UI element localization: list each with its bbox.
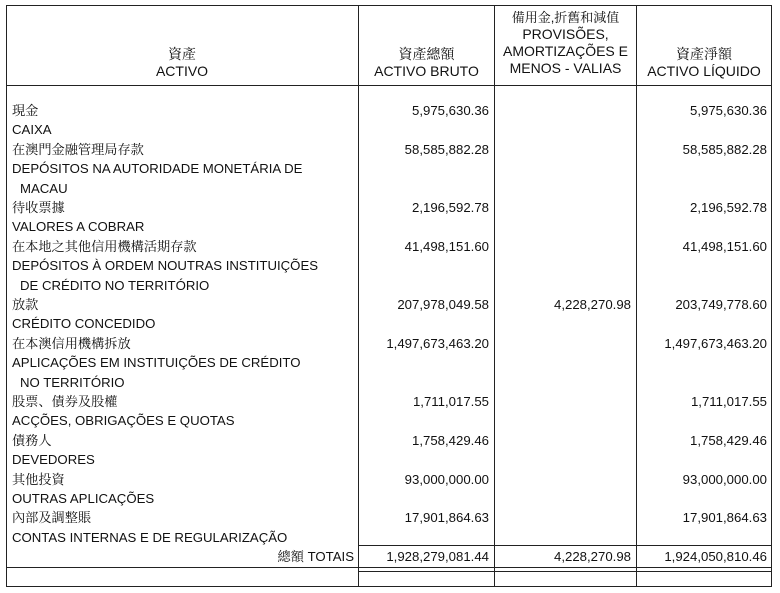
- row-activo-bruto: 93,000,000.00: [404, 471, 489, 487]
- row-activo-liquido: 1,711,017.55: [690, 394, 767, 409]
- row-activo-bruto: 207,978,049.58: [397, 297, 489, 312]
- totals-bottom-rule: [6, 567, 772, 568]
- table-row: [6, 198, 772, 217]
- header-activo-pt: ACTIVO: [155, 63, 209, 79]
- table-row: [6, 217, 772, 236]
- header-activo-bruto: [359, 46, 494, 80]
- row-label: 其他投資: [12, 471, 65, 487]
- table-row: [6, 179, 772, 198]
- row-label: 放款: [12, 297, 39, 312]
- row-activo-liquido: 203,749,778.60: [675, 297, 767, 312]
- row-label: NO TERRITÓRIO: [20, 374, 125, 390]
- row-label: APLICAÇÕES EM INSTITUIÇÕES DE CRÉDITO: [12, 355, 301, 371]
- table-top-border: [6, 5, 772, 6]
- row-activo-bruto: 1,711,017.55: [412, 394, 489, 409]
- row-label: 在澳門金融管理局存款: [12, 141, 144, 157]
- totals-double-rule: [358, 571, 771, 572]
- row-activo-liquido: 17,901,864.63: [682, 510, 767, 526]
- table-row: [6, 334, 772, 353]
- table-row: [6, 159, 772, 178]
- row-activo-bruto: 58,585,882.28: [404, 141, 489, 157]
- header-activo: [6, 46, 358, 80]
- table-row: [6, 470, 772, 489]
- header-activo-liquido: [637, 46, 771, 80]
- row-label: ACÇÕES, OBRIGAÇÕES E QUOTAS: [12, 413, 235, 429]
- row-label: 在本地之其他信用機構活期存款: [12, 238, 197, 254]
- header-provisoes-zh: 備用金,折舊和減值: [511, 10, 620, 25]
- header-activo-liquido-zh: 資產淨額: [676, 46, 732, 62]
- table-row: [6, 528, 772, 547]
- row-activo-liquido: 2,196,592.78: [689, 200, 767, 215]
- table-row: [6, 411, 772, 430]
- table-row: [6, 237, 772, 256]
- row-activo-bruto: 17,901,864.63: [404, 510, 489, 526]
- table-row: [6, 256, 772, 275]
- table-bottom-border: [6, 586, 772, 587]
- balance-sheet-table: [6, 5, 772, 587]
- row-activo-liquido: 1,758,429.46: [689, 432, 767, 448]
- row-activo-liquido: 93,000,000.00: [682, 471, 767, 487]
- total-activo-liquido: 1,924,050,810.46: [664, 549, 767, 564]
- table-row: [6, 276, 772, 295]
- row-label: CRÉDITO CONCEDIDO: [12, 316, 156, 332]
- totals-label: 總額 TOTAIS: [277, 549, 354, 564]
- row-activo-bruto: 1,758,429.46: [411, 432, 489, 448]
- row-label: 股票、債券及股權: [12, 394, 118, 409]
- row-activo-bruto: 2,196,592.78: [411, 200, 489, 215]
- row-label: VALORES A COBRAR: [12, 219, 145, 235]
- row-label: 待收票據: [12, 200, 65, 215]
- row-label: 內部及調整賬: [12, 510, 92, 526]
- header-divider: [6, 85, 772, 86]
- row-label: DEVEDORES: [12, 452, 95, 468]
- row-activo-bruto: 1,497,673,463.20: [386, 335, 489, 351]
- row-label: MACAU: [20, 180, 68, 196]
- table-row: [6, 508, 772, 527]
- header-provisoes-pt2: AMORTIZAÇÕES E: [503, 43, 628, 59]
- header-provisoes: [495, 9, 636, 77]
- total-provisoes: 4,228,270.98: [553, 549, 631, 564]
- table-row: [6, 314, 772, 333]
- table-row: [6, 373, 772, 392]
- header-activo-bruto-zh: 資產總額: [398, 46, 455, 62]
- table-row: [6, 140, 772, 159]
- table-row: [6, 353, 772, 372]
- table-row: [6, 101, 772, 120]
- row-label: CAIXA: [12, 122, 52, 138]
- table-row: [6, 120, 772, 139]
- row-label: 現金: [12, 103, 39, 118]
- row-label: CONTAS INTERNAS E DE REGULARIZAÇÃO: [12, 529, 288, 545]
- row-label: 債務人: [12, 432, 52, 448]
- table-row: [6, 489, 772, 508]
- header-activo-liquido-pt: ACTIVO LÍQUIDO: [647, 63, 761, 79]
- row-label: DEPÓSITOS À ORDEM NOUTRAS INSTITUIÇÕES: [12, 258, 319, 274]
- header-provisoes-pt3: MENOS - VALIAS: [509, 60, 622, 76]
- row-activo-liquido: 5,975,630.36: [689, 103, 767, 118]
- row-activo-bruto: 5,975,630.36: [411, 103, 489, 118]
- row-activo-liquido: 58,585,882.28: [682, 141, 767, 157]
- table-row: [6, 431, 772, 450]
- table-row: [6, 392, 772, 411]
- row-label: DE CRÉDITO NO TERRITÓRIO: [20, 277, 210, 293]
- total-activo-bruto: 1,928,279,081.44: [386, 549, 489, 564]
- row-label: OUTRAS APLICAÇÕES: [12, 491, 155, 506]
- row-label: DEPÓSITOS NA AUTORIDADE MONETÁRIA DE: [12, 161, 303, 177]
- row-activo-liquido: 41,498,151.60: [682, 238, 767, 254]
- totals-row: [6, 547, 772, 566]
- header-activo-zh: 資產: [168, 46, 196, 62]
- row-label: 在本澳信用機構拆放: [12, 335, 131, 351]
- row-activo-bruto: 41,498,151.60: [404, 238, 489, 254]
- table-row: [6, 295, 772, 314]
- row-activo-liquido: 1,497,673,463.20: [664, 335, 767, 351]
- header-provisoes-pt1: PROVISÕES,: [522, 26, 609, 42]
- row-provisoes: 4,228,270.98: [553, 297, 631, 312]
- header-activo-bruto-pt: ACTIVO BRUTO: [374, 63, 479, 79]
- table-row: [6, 450, 772, 469]
